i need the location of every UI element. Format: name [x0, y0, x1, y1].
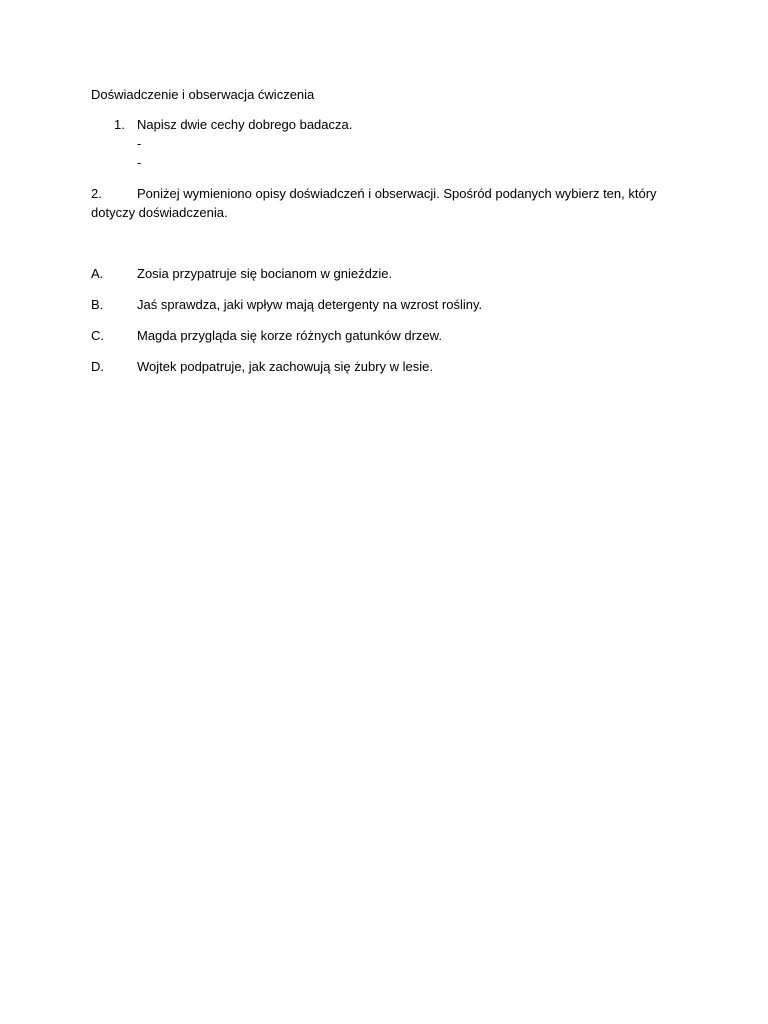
- question-1-text: Napisz dwie cechy dobrego badacza.: [137, 117, 353, 132]
- option-letter: C.: [91, 328, 104, 343]
- option-a: [91, 265, 691, 296]
- document-title: Doświadczenie i obserwacja ćwiczenia: [91, 87, 315, 102]
- option-c: [91, 327, 691, 358]
- option-d: [91, 358, 691, 389]
- answer-dash: -: [137, 155, 142, 170]
- answer-options: [91, 265, 691, 389]
- option-text: Zosia przypatruje się bocianom w gnieździe.: [137, 266, 393, 281]
- option-text: Wojtek podpatruje, jak zachowują się żubry w lesie.: [137, 359, 434, 374]
- question-2: [91, 184, 671, 222]
- option-text: Magda przygląda się korze różnych gatunków drzew.: [137, 328, 442, 343]
- question-1-number: 1.: [114, 117, 125, 132]
- question-2-text: Poniżej wymieniono opisy doświadczeń i obserwacji. Spośród podanych wybierz ten, który dotyczy doświadczenia.: [91, 186, 657, 220]
- answer-line-2: [91, 154, 691, 173]
- answer-dash: -: [137, 136, 142, 151]
- question-1-row: [91, 116, 691, 135]
- option-letter: D.: [91, 359, 104, 374]
- option-letter: B.: [91, 297, 104, 312]
- question-1: [91, 116, 691, 173]
- option-letter: A.: [91, 266, 104, 281]
- option-text: Jaś sprawdza, jaki wpływ mają detergenty na wzrost rośliny.: [137, 297, 483, 312]
- answer-line-1: [91, 135, 691, 154]
- question-2-number: 2.: [91, 186, 102, 201]
- option-b: [91, 296, 691, 327]
